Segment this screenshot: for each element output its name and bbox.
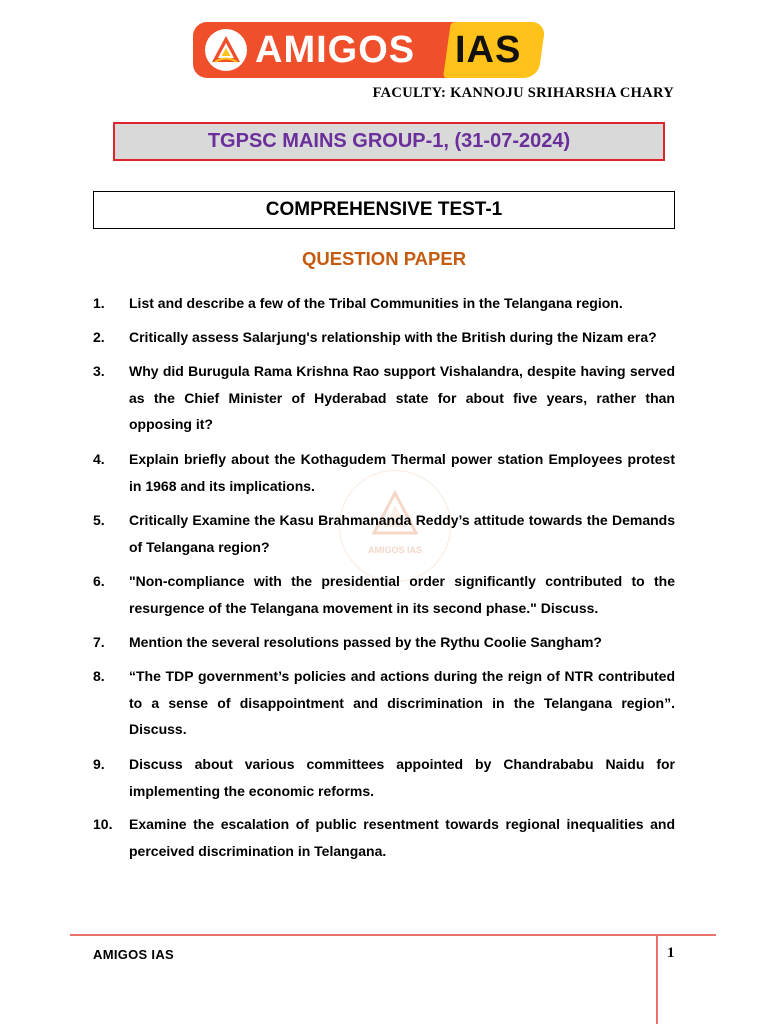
footer-brand: AMIGOS IAS <box>93 947 175 962</box>
page-number: 1 <box>667 945 675 961</box>
watermark-text: AMIGOS IAS <box>367 545 423 555</box>
logo-emblem-icon <box>205 29 247 71</box>
question-number: 4. <box>93 451 105 467</box>
question-number: 8. <box>93 668 105 684</box>
question-number: 1. <box>93 295 105 311</box>
question-number: 5. <box>93 512 105 528</box>
faculty-name: FACULTY: KANNOJU SRIHARSHA CHARY <box>372 85 674 101</box>
question-text: List and describe a few of the Tribal Communities in the Telangana region. <box>129 295 623 311</box>
question-text: Explain briefly about the Kothagudem Thermal power station Employees protest in 1968 and its implications. <box>129 451 675 494</box>
question-number: 9. <box>93 756 105 772</box>
question-text: Mention the several resolutions passed by the Rythu Coolie Sangham? <box>129 634 602 650</box>
question-number: 7. <box>93 634 105 650</box>
brand-logo <box>193 22 538 78</box>
question-text: Discuss about various committees appointed by Chandrababu Naidu for implementing the economic reforms. <box>129 756 675 799</box>
question-text: Why did Burugula Rama Krishna Rao support Vishalandra, despite having served as the Chief Minister of Hyderabad state for about five years, rather than opposing it? <box>129 363 675 432</box>
question-text: Critically assess Salarjung's relationship with the British during the Nizam era? <box>129 329 657 345</box>
question-number: 6. <box>93 573 105 589</box>
exam-title: TGPSC MAINS GROUP-1, (31-07-2024) <box>207 130 571 152</box>
section-heading: QUESTION PAPER <box>301 248 467 269</box>
question-number: 3. <box>93 363 105 379</box>
footer-vertical-divider <box>656 934 658 1024</box>
test-title-box <box>93 191 675 229</box>
logo-suffix: IAS <box>455 29 522 71</box>
question-number: 10. <box>93 816 113 832</box>
footer-divider <box>70 934 716 936</box>
question-text: “The TDP government’s policies and actions during the reign of NTR contributed to a sense of disappointment and discrimination in the Telangana region”. Discuss. <box>129 668 675 737</box>
question-text: "Non-compliance with the presidential order significantly contributed to the resurgence of the Telangana movement in its second phase." Discuss. <box>129 573 675 616</box>
logo-name: AMIGOS <box>255 29 416 71</box>
question-text: Critically Examine the Kasu Brahmananda Reddy’s attitude towards the Demands of Telangana region? <box>129 512 675 555</box>
question-text: Examine the escalation of public resentment towards regional inequalities and perceived discrimination in Telangana. <box>129 816 675 859</box>
question-number: 2. <box>93 329 105 345</box>
exam-title-box <box>113 122 665 161</box>
test-title: COMPREHENSIVE TEST-1 <box>265 199 503 220</box>
